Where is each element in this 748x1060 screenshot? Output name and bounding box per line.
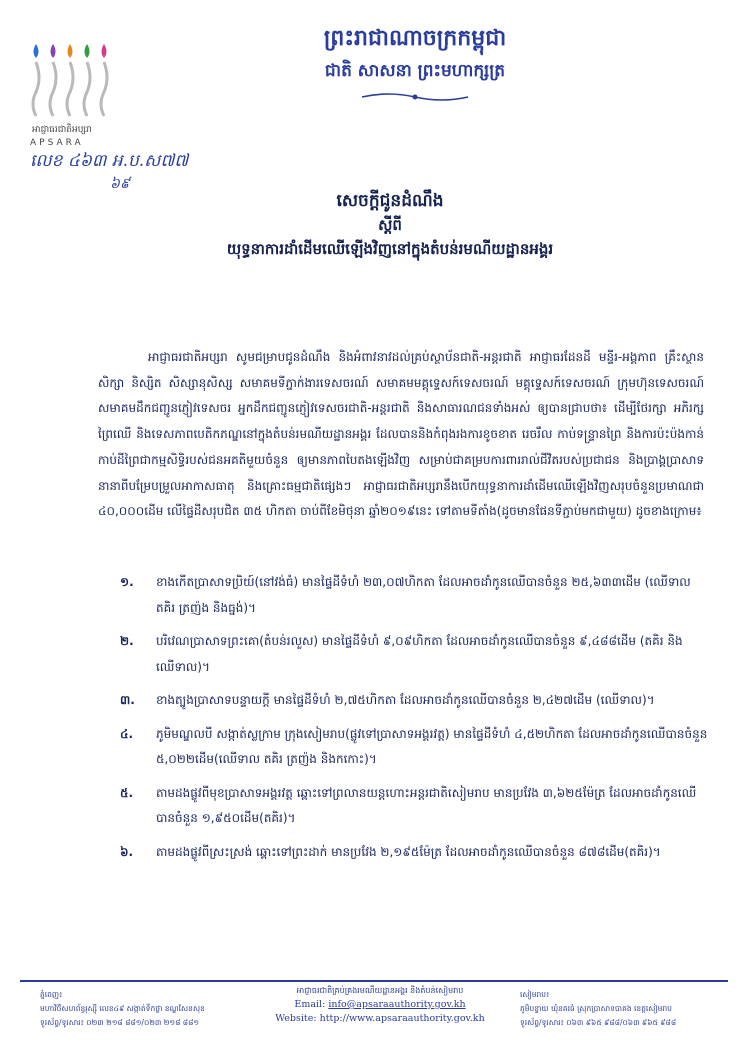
flame-stem — [33, 62, 39, 116]
ornament-divider-icon — [360, 90, 470, 104]
flame-stem — [50, 62, 56, 116]
email-label: Email: — [294, 999, 329, 1010]
flame-stem — [67, 62, 73, 116]
reference-number: លេខ ៤៦៣ អ.ប.ស៧៧ — [30, 151, 189, 171]
item-text: តាមដងផ្លូវពីមុខប្រាសាទអង្គរវត្ត ឆ្ពោះទៅព្រលានយន្តហោះអន្តរជាតិសៀមរាប មានប្រវែង ៣,៦២៥ម៉ែត្រ ដែលអាចដាំកូនឈើបានចំនួន ១,៩៥០ដើម(តគិរ)។ — [156, 785, 697, 825]
footer-left-label: ភ្នំពេញ៖ — [40, 990, 63, 999]
footer-right-address: ភូមិបន្ទាយ ឃុំនគរធំ ស្រុកប្រាសាទបាគង ខេត្តសៀមរាប — [520, 1004, 672, 1013]
flame-drop — [51, 44, 56, 58]
footer-left-address: មហាវិថីសហព័ន្ធរុស្ស៊ី លេខ៤៩ សង្កាត់ទឹកថ្លា ខណ្ឌសែនសុខ — [40, 1004, 205, 1013]
list-item — [120, 781, 710, 832]
list-item — [120, 722, 710, 773]
kingdom-title: ព្រះរាជាណាចក្រកម្ពុជា — [323, 25, 507, 51]
body-paragraph: អាជ្ញាធរជាតិអប្សរា សូមជម្រាបជូនដំណឹង និងអំពាវនាវដល់គ្រប់ស្ថាប័នជាតិ-អន្តរជាតិ អាជ្ញាធរដែនដី មន្ទីរ-អង្គភាព គ្រឹះស្ថានសិក្សា និស្សិត សិស្សានុសិស្ស សមាគមទីភ្នាក់ងារទេសចរណ៍ សមាគមមគ្គុទ្ទេសក៍ទេសចរណ៍ មគ្គុទ្ទេសក៍ទេសចរណ៍ ក្រុមហ៊ុនទេសចរណ៍ សមាគមដឹកជញ្ជូនភ្ញៀវទេសចរ អ្នកដឹកជញ្ជូនភ្ញៀវទេសចរជាតិ-អន្តរជាតិ និងសាធារណជនទាំងអស់ ឲ្យបានជ្រាបថា៖ ដើម្បីថែរក្សា អភិរក្សព្រៃឈើ និងទេសភាពបេតិកភណ្ឌនៅក្នុងតំបន់រមណីយដ្ឋានអង្គរ ដែលបាននិងកំពុងរងការខូចខាត រេចរឹល កាប់ទន្ទ្រានព្រៃ និងការប៉ះប៉ងកាន់កាប់ដីព្រៃជាកម្មសិទ្ធិរបស់ជនអគតិមួយចំនួន ឲ្យមានភាពបៃតងឡើងវិញ សម្រាប់ជាគម្របការពាររាល់ជីវិតរបស់ប្រជាជន និងប្រាង្គប្រាសាទនានាពីបម្រែបម្រួលអាកាសធាតុ និងគ្រោះធម្មជាតិផ្សេងៗ អាជ្ញាធរជាតិអប្សរានឹងបើកយុទ្ធនាការដាំដើមឈើឡើងវិញសរុបចំនួនប្រមាណជា ៤០,០០០ដើម លើផ្ទៃដីសរុបជិត ៣៥ ហិកតា ចាប់ពីខែមិថុនា ឆ្នាំ២០១៩នេះ ទៅតាមទីតាំង(ដូចមានផែនទីភ្ជាប់មកជាមួយ) ដូចខាងក្រោម៖ — [98, 350, 704, 519]
list-item — [120, 840, 710, 866]
item-text: ភូមិមណ្ឌលបី សង្កាត់ស្លក្រាម ក្រុងសៀមរាប(ផ្លូវទៅប្រាសាទអង្គរវត្ត) មានផ្ទៃដីទំហំ ៤,៥២ហិកតា ដែលអាចដាំកូនឈើបានចំនួន ៥,០២២ដើម(ឈើទាល តគិរ ត្រញ៉ង និងកកោះ)។ — [156, 726, 708, 766]
flame-drop — [85, 44, 90, 58]
list-item — [120, 688, 710, 714]
location-list — [120, 570, 710, 873]
item-number: ៦. — [120, 844, 134, 859]
item-text: តាមដងផ្លូវពីស្រះស្រង់ ឆ្ពោះទៅព្រះដាក់ មានប្រវែង ២,១៩៥ម៉ែត្រ ដែលអាចដាំកូនឈើបានចំនួន ៨៧៨ដើម(តគិរ)។ — [156, 844, 661, 859]
item-number: ៣. — [120, 693, 135, 707]
item-text: ខាងត្បូងប្រាសាទបន្ទាយក្តី មានផ្ទៃដីទំហំ ២,៧៥ហិកតា ដែលអាចដាំកូនឈើបានចំនួន ២,៤២៧ដើម (ឈើទាល)។ — [156, 693, 655, 707]
notice-subject: យុទ្ធនាការដាំដើមឈើឡើងវិញនៅក្នុងតំបន់រមណីយដ្ឋានអង្គរ — [226, 240, 554, 258]
item-number: ២. — [120, 634, 134, 648]
item-number: ១. — [120, 575, 134, 589]
footer-contact — [270, 984, 490, 1026]
flame-drop — [34, 44, 39, 58]
footer-right-label: សៀមរាប៖ — [520, 990, 550, 999]
logo-name-kh: អាជ្ញាធរជាតិអប្សរា — [32, 125, 92, 135]
flame-stem — [101, 62, 107, 116]
list-item — [120, 629, 710, 680]
footer-center-title: អាជ្ញាធរជាតិគ្រប់គ្រងរមណីយដ្ឋានអង្គរ និងតំបន់សៀមរាប — [296, 986, 464, 995]
list-item — [120, 570, 710, 621]
notice-about: ស្តីពី — [378, 216, 402, 234]
item-number: ៥. — [120, 785, 134, 800]
reference-sub: ៦៩ — [110, 176, 130, 192]
website-label: Website: — [275, 1013, 320, 1024]
notice-title: សេចក្តីជូនដំណឹង — [336, 191, 444, 211]
website-link[interactable]: http://www.apsaraauthority.gov.kh — [319, 1013, 485, 1024]
item-text: បរិវេណប្រាសាទព្រះគោ(តំបន់រលួស) មានផ្ទៃដីទំហំ ៩,០៩ហិកតា ដែលអាចដាំកូនឈើបានចំនួន ៩,៤៨៨ដើម (តគិរ និងឈើទាល)។ — [156, 634, 683, 674]
item-text: ខាងកើតប្រាសាទប្រិយ៍(នៅវង់ធំ) មានផ្ទៃដីទំហំ ២៣,០៧ហិកតា ដែលអាចដាំកូនឈើបានចំនួន ២៥,៦៣៣ដើម (ឈើទាល តគិរ ត្រញ៉ង និងធ្នង់)។ — [156, 575, 691, 615]
footer-email-line — [270, 998, 490, 1012]
item-number: ៤. — [120, 726, 134, 741]
footer-divider — [20, 980, 728, 982]
footer-left-phone: ទូរស័ព្ទ/ទូរសារ៖ ០២៣ ២១៨ ៨៨១/០២៣ ២១៨ ៨៨១ — [40, 1018, 200, 1027]
footer-website-line — [270, 1012, 490, 1026]
flame-stem — [84, 62, 90, 116]
apsara-flames-icon — [28, 40, 116, 120]
logo-name-en: APSARA — [30, 138, 84, 148]
footer-phnom-penh-address — [40, 988, 260, 1030]
apsara-logo — [22, 40, 122, 148]
footer-siem-reap-address — [520, 988, 730, 1030]
footer-right-phone: ទូរស័ព្ទ/ទូរសារ៖ ០៦៣ ៩៦៥ ៩៨៨/០៦៣ ៩៦៥ ៩៨៨ — [520, 1018, 677, 1027]
flame-drop — [102, 44, 107, 58]
national-motto: ជាតិ សាសនា ព្រះមហាក្សត្រ — [324, 61, 506, 81]
email-link[interactable]: info@apsaraauthority.gov.kh — [328, 999, 466, 1010]
flame-drop — [68, 44, 73, 58]
